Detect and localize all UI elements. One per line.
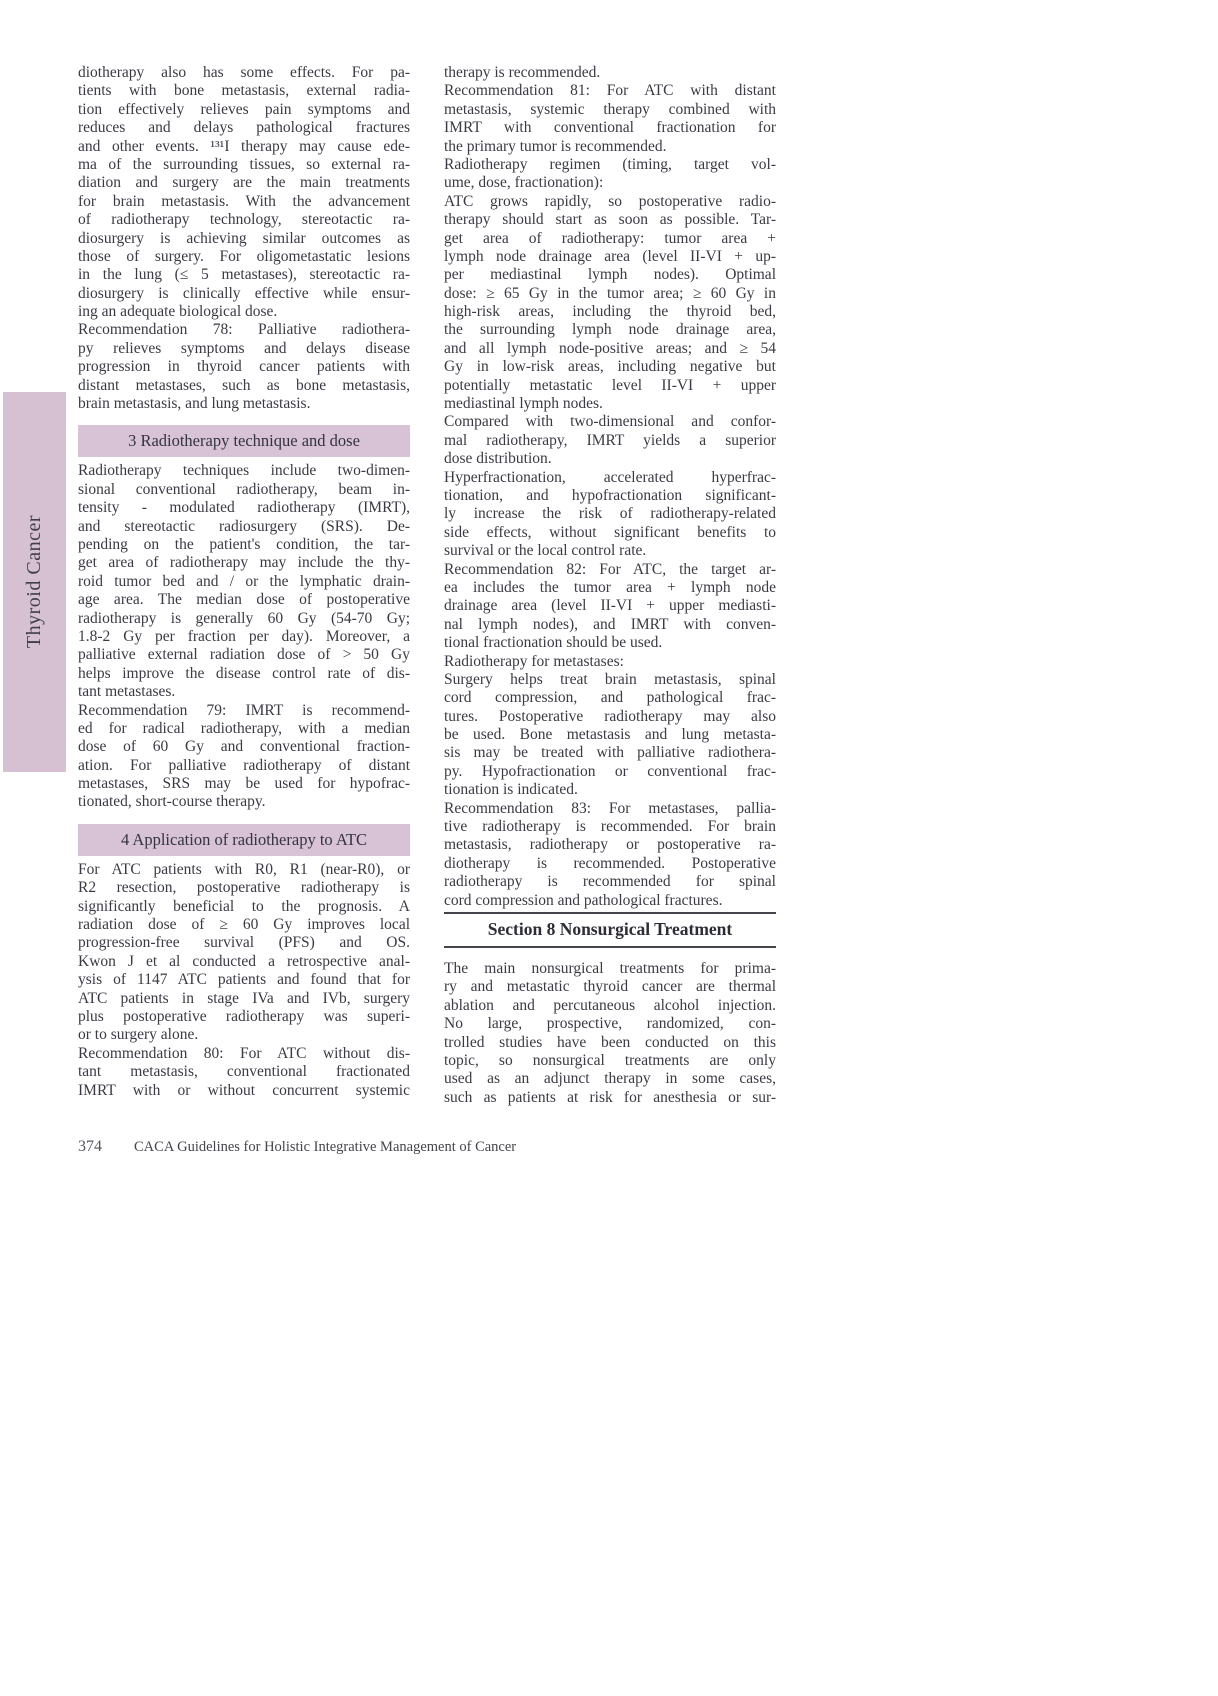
- text-line: tionation, and hypofractionation significant-: [444, 486, 776, 504]
- text-line: metastasis, systemic therapy combined with: [444, 100, 776, 118]
- text-line: helps improve the disease control rate of dis-: [78, 664, 410, 682]
- text-line: ATC grows rapidly, so postoperative radio-: [444, 192, 776, 210]
- text-line: significantly beneficial to the prognosis. A: [78, 897, 410, 915]
- text-line: mal radiotherapy, IMRT yields a superior: [444, 431, 776, 449]
- text-line: such as patients at risk for anesthesia or sur-: [444, 1088, 776, 1106]
- text-line: tant metastasis, conventional fractionated: [78, 1063, 410, 1081]
- text-line: cord compression, and pathological frac-: [444, 689, 776, 707]
- text-line: The main nonsurgical treatments for prima-: [444, 959, 776, 977]
- text-line: IMRT with conventional fractionation for: [444, 119, 776, 137]
- text-line: side effects, without significant benefits to: [444, 523, 776, 541]
- text-line: Gy in low-risk areas, including negative but: [444, 358, 776, 376]
- text-line: drainage area (level II-VI + upper mediasti-: [444, 597, 776, 615]
- text-line: ea includes the tumor area + lymph node: [444, 578, 776, 596]
- text-line: Recommendation 82: For ATC, the target ar-: [444, 560, 776, 578]
- text-line: per mediastinal lymph nodes). Optimal: [444, 266, 776, 284]
- text-line: py. Hypofractionation or conventional frac-: [444, 762, 776, 780]
- text-line: ation. For palliative radiotherapy of distant: [78, 756, 410, 774]
- text-line: trolled studies have been conducted on this: [444, 1033, 776, 1051]
- text-line: diation and surgery are the main treatments: [78, 174, 410, 192]
- text-line: diotherapy also has some effects. For pa-: [78, 64, 410, 81]
- text-line: distant metastases, such as bone metastasis,: [78, 376, 410, 394]
- text-line: No large, prospective, randomized, con-: [444, 1015, 776, 1033]
- text-line: roid tumor bed and / or the lymphatic drain-: [78, 572, 410, 590]
- text-line: palliative external radiation dose of > 50 Gy: [78, 646, 410, 664]
- text-line: radiation dose of ≥ 60 Gy improves local: [78, 916, 410, 934]
- text-line: py relieves symptoms and delays disease: [78, 339, 410, 357]
- text-line: potentially metastatic level II-VI + upper: [444, 376, 776, 394]
- text-line: Compared with two-dimensional and confor-: [444, 413, 776, 431]
- text-line: Radiotherapy techniques include two-dimen-: [78, 462, 410, 480]
- column-right: [444, 64, 776, 1107]
- text-line: mediastinal lymph nodes.: [444, 395, 603, 413]
- text-line: for brain metastasis. With the advancement: [78, 192, 410, 210]
- text-line: ablation and percutaneous alcohol injection.: [444, 996, 776, 1014]
- paragraph: [78, 462, 410, 811]
- text-line: Radiotherapy regimen (timing, target vol-: [444, 155, 776, 173]
- text-line: radiotherapy is recommended for spinal: [444, 873, 776, 891]
- text-line: Surgery helps treat brain metastasis, spinal: [444, 670, 776, 688]
- text-line: the primary tumor is recommended.: [444, 137, 667, 155]
- text-line: Radiotherapy for metastases:: [444, 652, 624, 670]
- text-line: ed for radical radiotherapy, with a median: [78, 719, 410, 737]
- text-line: therapy should start as soon as possible. Tar-: [444, 211, 776, 229]
- text-line: metastases, SRS may be used for hypofrac-: [78, 775, 410, 793]
- text-line: sional conventional radiotherapy, beam in-: [78, 480, 410, 498]
- text-line: tion effectively relieves pain symptoms and: [78, 100, 410, 118]
- text-line: IMRT with or without concurrent systemic: [78, 1081, 410, 1099]
- text-line: and other events. ¹³¹I therapy may cause ede-: [78, 137, 410, 155]
- text-line: age area. The median dose of postoperative: [78, 591, 410, 609]
- text-line: brain metastasis, and lung metastasis.: [78, 395, 311, 413]
- paragraph: [444, 960, 776, 1107]
- text-line: therapy is recommended.: [444, 64, 601, 81]
- text-line: Recommendation 78: Palliative radiothera-: [78, 321, 410, 339]
- text-line: reduces and delays pathological fractures: [78, 119, 410, 137]
- text-line: tures. Postoperative radiotherapy may also: [444, 707, 776, 725]
- paragraph: [78, 64, 410, 413]
- text-line: get area of radiotherapy may include the thy-: [78, 554, 410, 572]
- text-line: ysis of 1147 ATC patients and found that for: [78, 971, 410, 989]
- column-left: [78, 64, 410, 1100]
- footer-book-title: CACA Guidelines for Holistic Integrative Management of Cancer: [134, 1139, 517, 1155]
- chapter-section-heading: 3 Radiotherapy technique and dose: [78, 425, 410, 457]
- text-line: radiotherapy is generally 60 Gy (54-70 Gy;: [78, 609, 410, 627]
- text-line: tionation is indicated.: [444, 781, 578, 799]
- text-line: tant metastases.: [78, 683, 176, 701]
- text-line: ma of the surrounding tissues, so external ra-: [78, 155, 410, 173]
- chapter-section-heading: 4 Application of radiotherapy to ATC: [78, 824, 410, 856]
- page-number: 374: [78, 1138, 102, 1155]
- text-line: and all lymph node-positive areas; and ≥ 54: [444, 339, 776, 357]
- text-line: in the lung (≤ 5 metastases), stereotactic ra-: [78, 266, 410, 284]
- text-line: of radiotherapy technology, stereotactic ra-: [78, 211, 410, 229]
- text-line: progression-free survival (PFS) and OS.: [78, 934, 410, 952]
- text-line: high-risk areas, including the thyroid bed,: [444, 303, 776, 321]
- text-line: Recommendation 79: IMRT is recommend-: [78, 701, 410, 719]
- text-line: sis may be treated with palliative radiothera-: [444, 744, 776, 762]
- text-line: get area of radiotherapy: tumor area +: [444, 229, 776, 247]
- text-line: the surrounding lymph node drainage area,: [444, 321, 776, 339]
- text-line: used as an adjunct therapy in some cases,: [444, 1070, 776, 1088]
- text-line: Recommendation 81: For ATC with distant: [444, 82, 776, 100]
- chapter-tab: [3, 392, 66, 772]
- text-line: be used. Bone metastasis and lung metasta-: [444, 726, 776, 744]
- paragraph: [78, 861, 410, 1100]
- chapter-tab-label: Thyroid Cancer: [23, 515, 45, 649]
- text-line: tional fractionation should be used.: [444, 634, 663, 652]
- text-line: ATC patients in stage IVa and IVb, surgery: [78, 989, 410, 1007]
- text-line: For ATC patients with R0, R1 (near-R0), or: [78, 860, 410, 878]
- text-line: 1.8-2 Gy per fraction per day). Moreover, a: [78, 627, 410, 645]
- section-heading: Section 8 Nonsurgical Treatment: [444, 912, 776, 948]
- text-line: diosurgery is achieving similar outcomes as: [78, 229, 410, 247]
- text-line: topic, so nonsurgical treatments are only: [444, 1051, 776, 1069]
- text-line: plus postoperative radiotherapy was superi-: [78, 1007, 410, 1025]
- text-line: and stereotactic radiosurgery (SRS). De-: [78, 517, 410, 535]
- text-line: dose distribution.: [444, 450, 552, 468]
- text-line: dose: ≥ 65 Gy in the tumor area; ≥ 60 Gy in: [444, 284, 776, 302]
- text-line: Recommendation 80: For ATC without dis-: [78, 1044, 410, 1062]
- text-line: tensity - modulated radiotherapy (IMRT),: [78, 499, 410, 517]
- text-line: nal lymph nodes), and IMRT with conven-: [444, 615, 776, 633]
- text-line: survival or the local control rate.: [444, 542, 647, 560]
- text-line: metastasis, radiotherapy or postoperative ra-: [444, 836, 776, 854]
- text-line: pending on the patient's condition, the tar-: [78, 535, 410, 553]
- paragraph: [444, 64, 776, 910]
- text-line: progression in thyroid cancer patients with: [78, 358, 410, 376]
- text-line: Hyperfractionation, accelerated hyperfrac-: [444, 468, 776, 486]
- text-line: dose of 60 Gy and conventional fraction-: [78, 738, 410, 756]
- text-line: or to surgery alone.: [78, 1026, 199, 1044]
- text-line: those of surgery. For oligometastatic lesions: [78, 247, 410, 265]
- text-line: ry and metastatic thyroid cancer are thermal: [444, 978, 776, 996]
- text-line: tive radiotherapy is recommended. For brain: [444, 818, 776, 836]
- page-footer: [78, 1138, 778, 1156]
- text-line: lymph node drainage area (level II-VI + up-: [444, 247, 776, 265]
- text-line: diosurgery is clinically effective while ensur-: [78, 284, 410, 302]
- text-line: R2 resection, postoperative radiotherapy is: [78, 879, 410, 897]
- text-line: Kwon J et al conducted a retrospective anal-: [78, 952, 410, 970]
- text-line: ing an adequate biological dose.: [78, 303, 278, 321]
- text-line: tionated, short-course therapy.: [78, 793, 266, 811]
- text-line: diotherapy is recommended. Postoperative: [444, 854, 776, 872]
- text-line: cord compression and pathological fractures.: [444, 891, 723, 909]
- text-line: ly increase the risk of radiotherapy-related: [444, 505, 776, 523]
- text-line: tients with bone metastasis, external radia-: [78, 82, 410, 100]
- text-line: ume, dose, fractionation):: [444, 174, 604, 192]
- text-line: Recommendation 83: For metastases, pallia-: [444, 799, 776, 817]
